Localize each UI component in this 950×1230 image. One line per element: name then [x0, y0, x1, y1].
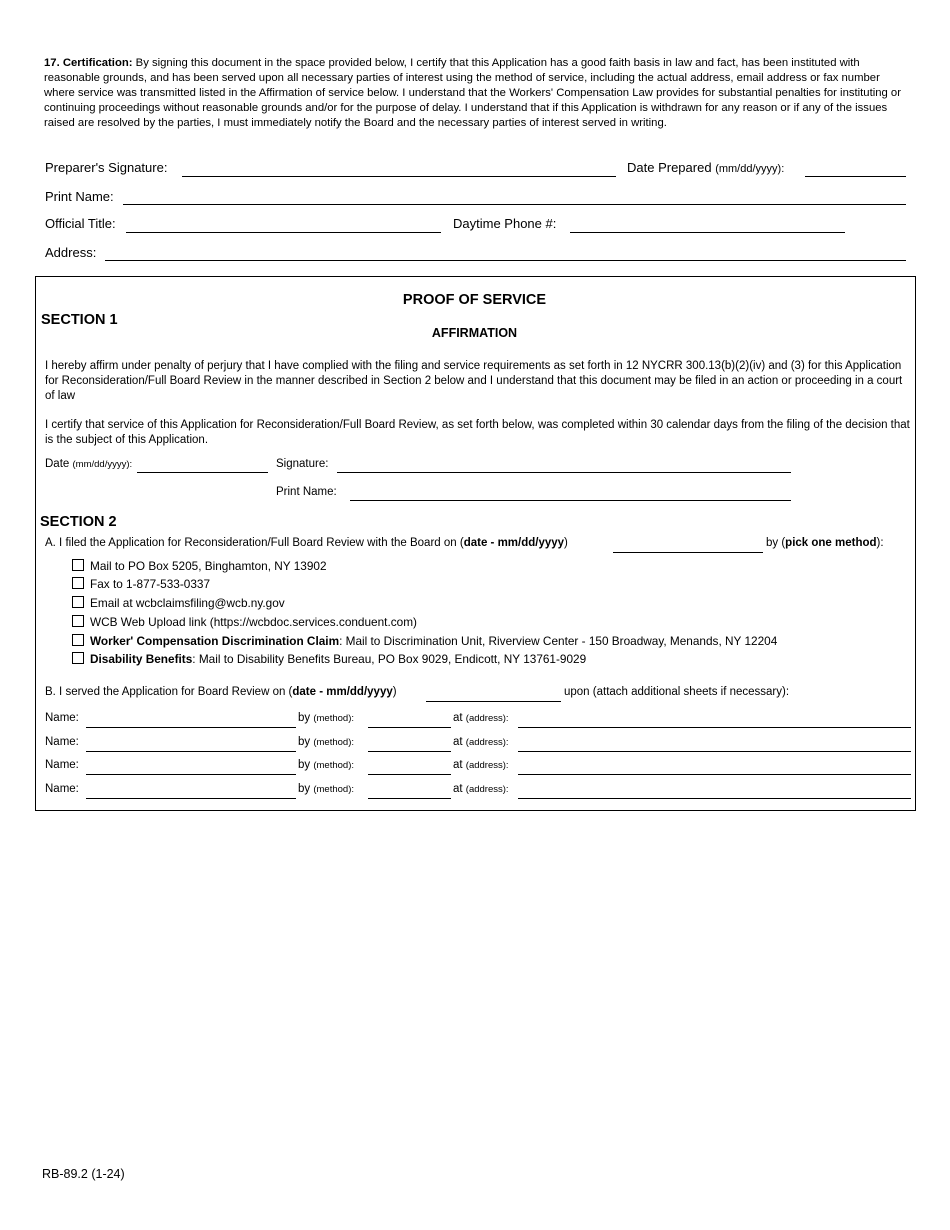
- served-prefix: B. I served the Application for Board Review on (: [45, 686, 293, 698]
- affirmation-paragraph-2: I certify that service of this Application for Reconsideration/Full Board Review, as set forth below, was completed within 30 calendar days from the filing of the decision that is the subject of this Application.: [45, 419, 910, 446]
- preparer-signature-field[interactable]: [182, 176, 616, 177]
- preparer-print-name-label: Print Name:: [45, 189, 114, 204]
- checkbox-fax[interactable]: [72, 577, 84, 589]
- row-address-label: [453, 759, 509, 771]
- served-date-field[interactable]: [426, 701, 561, 702]
- option-fax-label: [90, 577, 210, 591]
- address-text: (address):: [465, 760, 509, 771]
- pick-one-method: pick one method: [785, 537, 877, 549]
- row-name-field[interactable]: [86, 798, 296, 799]
- checkbox-disability-benefits[interactable]: [72, 652, 84, 664]
- pick-method-label: [766, 537, 884, 549]
- date-prepared-field[interactable]: [805, 176, 906, 177]
- row-name-label: Name:: [45, 783, 79, 795]
- pick-end: ):: [876, 537, 884, 549]
- form-id: RB-89.2 (1-24): [42, 1167, 125, 1181]
- option-text: Email at wcbclaimsfiling@wcb.ny.gov: [90, 596, 285, 610]
- served-date-format: date - mm/dd/yyyy: [292, 686, 393, 698]
- certification-heading: 17. Certification:: [44, 57, 133, 69]
- row-method-field[interactable]: [368, 798, 451, 799]
- option-email-label: [90, 596, 285, 610]
- checkbox-web-upload[interactable]: [72, 615, 84, 627]
- method-text: (method):: [313, 760, 355, 771]
- affirmation-date-text: Date: [45, 458, 70, 470]
- row-method-label: [298, 783, 354, 795]
- proof-of-service-title: PROOF OF SERVICE: [402, 292, 547, 308]
- option-bold: Disability Benefits: [90, 652, 193, 666]
- address-label: Address:: [45, 245, 97, 260]
- date-prepared-label: [627, 160, 784, 175]
- affirmation-paragraph-1: I hereby affirm under penalty of perjury that I have complied with the filing and service requirements as set forth in 12 NYCRR 300.13(b)(2)(iv) and (3) for this Application for Reconsideration/Full Board Review in the manner described in Section 2 below and I understand that this document may be filed in an action or proceeding in a court of law: [45, 360, 903, 402]
- method-text: (method):: [313, 713, 355, 724]
- option-text: Fax to 1-877-533-0337: [90, 577, 211, 591]
- preparer-print-name-field[interactable]: [123, 204, 906, 205]
- option-text: : Mail to Discrimination Unit, Riverview Center - 150 Broadway, Menands, NY 12204: [339, 634, 778, 648]
- official-title-field[interactable]: [126, 232, 441, 233]
- by-text: by: [298, 783, 311, 795]
- row-address-field[interactable]: [518, 774, 911, 775]
- daytime-phone-field[interactable]: [570, 232, 845, 233]
- row-method-label: [298, 759, 354, 771]
- served-close: ): [392, 686, 397, 698]
- at-text: at: [453, 783, 463, 795]
- address-text: (address):: [465, 713, 509, 724]
- row-method-field[interactable]: [368, 751, 451, 752]
- option-bold: Worker' Compensation Discrimination Claim: [90, 634, 340, 648]
- served-end: upon (attach additional sheets if necessary):: [564, 686, 790, 698]
- address-field[interactable]: [105, 260, 906, 261]
- option-disability-label: [90, 652, 586, 666]
- preparer-signature-label: Preparer's Signature:: [45, 160, 168, 175]
- date-prepared-text: Date Prepared: [627, 160, 712, 175]
- option-text: : Mail to Disability Benefits Bureau, PO Box 9029, Endicott, NY 13761-9029: [192, 652, 587, 666]
- address-text: (address):: [465, 784, 509, 795]
- row-address-label: [453, 712, 509, 724]
- pick-by: by (: [766, 537, 786, 549]
- filed-date-format: date - mm/dd/yyyy: [463, 537, 565, 549]
- filed-date-field[interactable]: [613, 552, 763, 553]
- by-text: by: [298, 712, 311, 724]
- option-text: Mail to PO Box 5205, Binghamton, NY 13902: [90, 559, 327, 573]
- row-address-label: [453, 736, 509, 748]
- at-text: at: [453, 759, 463, 771]
- by-text: by: [298, 736, 311, 748]
- row-address-label: [453, 783, 509, 795]
- row-name-field[interactable]: [86, 727, 296, 728]
- certification-text: [44, 56, 910, 131]
- option-web-upload-label: [90, 615, 417, 629]
- method-text: (method):: [313, 784, 355, 795]
- row-method-label: [298, 736, 354, 748]
- filed-close: ): [564, 537, 568, 549]
- option-discrimination-label: [90, 634, 777, 648]
- row-name-field[interactable]: [86, 774, 296, 775]
- row-method-field[interactable]: [368, 774, 451, 775]
- by-text: by: [298, 759, 311, 771]
- row-name-label: Name:: [45, 736, 79, 748]
- served-statement: [45, 686, 397, 698]
- certification-body: By signing this document in the space provided below, I certify that this Application has a good faith basis in law and fact, has been instituted with reasonable grounds, and has been served upon all necessary parties of interest using the method of service, including the actual address, email address or fax number where service was transmitted listed in the Affirmation of service below. I understand that the Workers' Compensation Law provides for substantial penalties for instituting or continuing proceedings without reasonable grounds and/or for the purpose of delay. I understand that if this Application is withdrawn for any reason or if any of the issues raised are resolved by the parties, I must immediately notify the Board and the necessary parties of interest served in writing.: [44, 57, 901, 129]
- affirmation-print-name-field[interactable]: [350, 500, 791, 501]
- option-text: WCB Web Upload link (https://wcbdoc.services.conduent.com): [90, 615, 417, 629]
- daytime-phone-label: Daytime Phone #:: [453, 216, 557, 231]
- at-text: at: [453, 712, 463, 724]
- affirmation-date-format: (mm/dd/yyyy):: [72, 459, 133, 470]
- at-text: at: [453, 736, 463, 748]
- official-title-label: Official Title:: [45, 216, 116, 231]
- section-1-title: SECTION 1: [41, 312, 118, 328]
- row-address-field[interactable]: [518, 751, 911, 752]
- address-text: (address):: [465, 737, 509, 748]
- date-prepared-format: (mm/dd/yyyy):: [715, 163, 785, 175]
- checkbox-discrimination-claim[interactable]: [72, 634, 84, 646]
- affirmation-date-field[interactable]: [137, 472, 268, 473]
- checkbox-mail[interactable]: [72, 559, 84, 571]
- row-method-label: [298, 712, 354, 724]
- row-name-field[interactable]: [86, 751, 296, 752]
- affirmation-signature-label: Signature:: [276, 458, 329, 470]
- filed-statement: [45, 537, 568, 549]
- affirmation-date-label: [45, 458, 132, 470]
- affirmation-signature-field[interactable]: [337, 472, 791, 473]
- row-address-field[interactable]: [518, 798, 911, 799]
- affirmation-title: AFFIRMATION: [431, 326, 518, 340]
- method-text: (method):: [313, 737, 355, 748]
- option-mail-label: [90, 559, 327, 573]
- checkbox-email[interactable]: [72, 596, 84, 608]
- row-method-field[interactable]: [368, 727, 451, 728]
- row-name-label: Name:: [45, 712, 79, 724]
- section-2-title: SECTION 2: [40, 514, 117, 530]
- row-address-field[interactable]: [518, 727, 911, 728]
- filed-prefix: A. I filed the Application for Reconsideration/Full Board Review with the Board on (: [45, 537, 464, 549]
- row-name-label: Name:: [45, 759, 79, 771]
- affirmation-print-name-label: Print Name:: [276, 486, 337, 498]
